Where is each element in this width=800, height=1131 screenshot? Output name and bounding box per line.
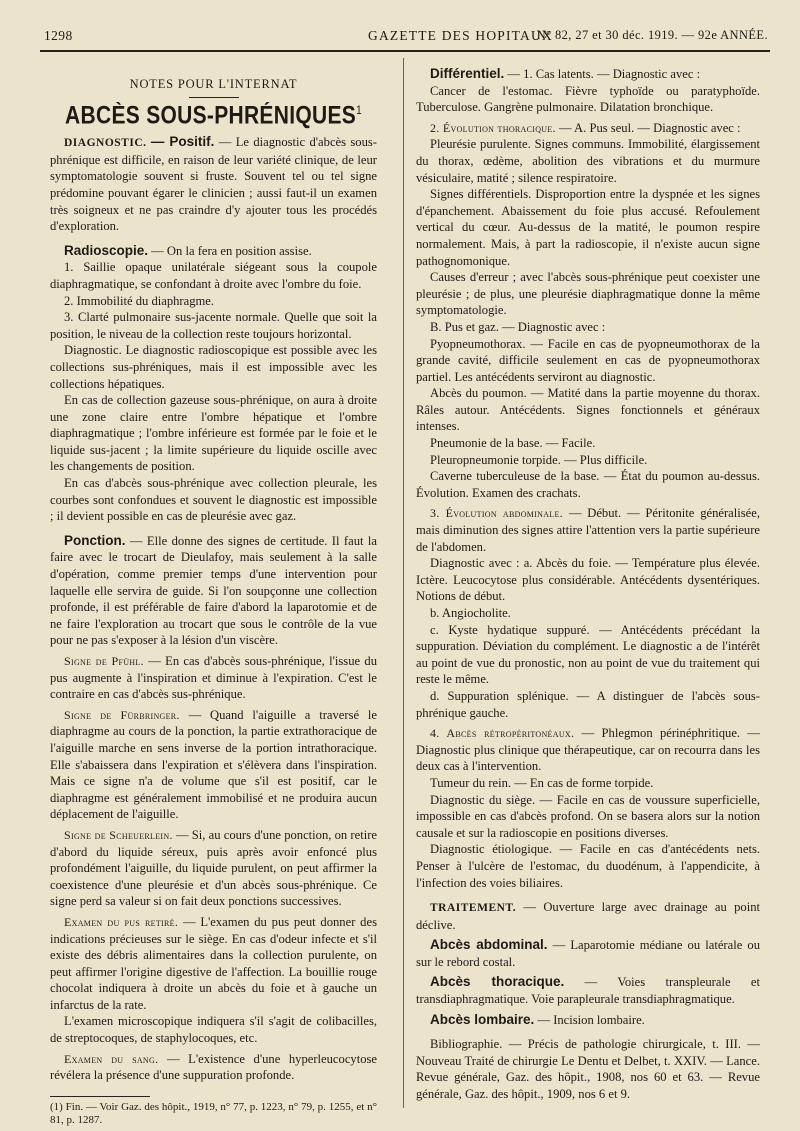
- journal-title: GAZETTE DES HOPITAUX: [368, 28, 553, 43]
- evol-abdominale-heading: 3. Évolution abdominale.: [430, 506, 563, 521]
- running-header: [44, 28, 768, 48]
- paragraph-abces-abdominal: [416, 937, 760, 970]
- paragraph-text: — 1. Cas latents. — Diagnostic avec :: [504, 67, 701, 81]
- paragraph-abces-lombaire: [416, 1012, 760, 1029]
- paragraph-abces-thoracique: [416, 974, 760, 1007]
- paragraph-sang: [50, 1051, 377, 1084]
- paragraph-text: — Elle donne des signes de certitude. Il faut la faire avec le trocart de Dieulafoy, mais seulement à la salle d'opération, comme premier temps d'une intervention pour laquelle elle servira de guide. Si l'on soupçonne une collection profonde, il est préférable de faire d'abord la laparotomie et de ne faire l'exploration au trocart que sous le contrôle de la vue pour ne pas s'exposer à la lésion d'un viscère.: [50, 533, 377, 648]
- header-rule: [40, 50, 770, 52]
- paragraph-text: Pleuropneumonie torpide. — Plus difficile.: [430, 452, 648, 467]
- paragraph-text: Caverne tuberculeuse de la base. — État du poumon au-dessus. Évolution. Examen des crachats.: [416, 469, 760, 500]
- paragraph-evol-abdominale: [416, 505, 760, 555]
- paragraph-text: — L'existence d'une hyperleucocytose révélera la présence d'une suppuration profonde.: [50, 1051, 377, 1083]
- paragraph-text: Cancer de l'estomac. Fièvre typhoïde ou paratyphoïde. Tuberculose. Gangrène pulmonaire. Dilatation bronchique.: [416, 83, 760, 115]
- traitement-heading: TRAITEMENT.: [430, 902, 517, 915]
- paragraph-text: Pleurésie purulente. Signes communs. Immobilité, élargissement du thorax, œdème, abolition des vibrations et du murmure vésiculaire, matité ; silence respiratoire.: [416, 137, 760, 185]
- paragraph-text: — Ouverture large avec drainage au point déclive.: [416, 900, 760, 932]
- list-item: 2. Immobilité du diaphragme.: [64, 293, 215, 308]
- paragraph-text: En cas d'abcès sous-phrénique avec collection pleurale, les courbes sont confondues et souvent le diagnostic est impossible ; il devient possible en cas de pleurésie avec gaz.: [50, 476, 377, 524]
- furbringer-heading: Signe de Fürbringer.: [64, 707, 180, 722]
- rubric-rule: [189, 97, 239, 98]
- paragraph-ponction: [50, 533, 377, 649]
- article-title-text: ABCÈS SOUS-PHRÉNIQUES: [65, 101, 357, 129]
- positif-heading: — Positif.: [150, 134, 215, 150]
- paragraph-text: — Si, au cours d'une ponction, on retire d'abord du liquide séreux, puis après avoir enfoncé plus profondément l'aiguille, du liquide purulent, on peut affirmer la coexistence d'une pleurésie et d'un abcès sous-phrénique. Ce signe perd sa valeur si on fait deux ponctions successives.: [50, 827, 377, 909]
- paragraph-evol-thoracique: [416, 120, 760, 137]
- issue-info: N° 82, 27 et 30 déc. 1919. — 92e ANNÉE.: [536, 28, 768, 42]
- paragraph-text: B. Pus et gaz. — Diagnostic avec :: [430, 319, 606, 334]
- paragraph-text: d. Suppuration splénique. — A distinguer de l'abcès sous-phrénique gauche.: [416, 688, 760, 720]
- paragraph-differentiel: [416, 66, 760, 83]
- abces-abdominal-heading: Abcès abdominal.: [430, 937, 548, 953]
- article-title: [50, 101, 377, 129]
- paragraph-text: — Quand l'aiguille a traversé le diaphragme au cours de la ponction, la partie extrathoracique de l'aiguille marche en sens inverse de la portion intrathoracique. Elle s'abaissera dans l'expiration et s'élèvera dans l'inspiration. Mais ce signe n'a de volume que s'il est positif, car le diaphragme est généralement immobilisé et ne produira aucun déplacement de l'aiguille.: [50, 707, 377, 822]
- paragraph-text: — A. Pus seul. — Diagnostic avec :: [555, 120, 741, 135]
- column-separator: [403, 58, 404, 1108]
- paragraph-text: Causes d'erreur ; avec l'abcès sous-phrénique peut coexister une pleurésie ; de plus, une pleurésie diaphragmatique donne la même symptomatologie.: [416, 270, 760, 318]
- ponction-heading: Ponction.: [64, 532, 126, 548]
- title-footnote-mark: 1: [356, 104, 362, 118]
- paragraph-text: Tumeur du rein. — En cas de forme torpide.: [430, 775, 654, 790]
- evol-thoracique-heading: 2. Évolution thoracique.: [430, 120, 556, 135]
- right-column: [416, 66, 760, 1103]
- left-column: [50, 66, 377, 1127]
- differentiel-heading: Différentiel.: [430, 66, 505, 81]
- bibliography: Bibliographie. — Précis de pathologie chirurgicale, t. III. — Nouveau Traité de chirurgie Le Dentu et Delbet, t. XXIV. — Lance. Revue générale, Gaz. des hôpit., 1908, nos 60 et 63. — Revue générale, Gaz. des hôpit., 1909, nos 6 et 9.: [416, 1037, 760, 1102]
- scheuerlein-heading: Signe de Scheuerlein.: [64, 827, 173, 842]
- rubric: NOTES POUR L'INTERNAT: [129, 77, 298, 91]
- paragraph-text: Abcès du poumon. — Matité dans la partie moyenne du thorax. Râles autour. Antécédents. Signes fonctionnels et généraux intenses.: [416, 386, 760, 434]
- radioscopie-heading: Radioscopie.: [64, 242, 149, 258]
- paragraph-traitement: [416, 899, 760, 933]
- paragraph-text: Diagnostic étiologique. — Facile en cas d'antécédents nets. Penser à l'ulcère de l'estomac, du duodénum, à l'appendicite, à l'infection des voies biliaires.: [416, 842, 760, 890]
- paragraph-text: b. Angiocholite.: [430, 606, 511, 620]
- paragraph-pus: [50, 914, 377, 1014]
- list-item: 1. Saillie opaque unilatérale siégeant sous la coupole diaphragmatique, se confondant à droite avec l'ombre du foie.: [50, 260, 377, 291]
- pus-heading: Examen du pus retiré.: [64, 914, 179, 929]
- paragraph-text: — Phlegmon périnéphritique. — Diagnostic plus clinique que thérapeutique, car on recourra dans les deux cas à l'intervention.: [416, 726, 760, 774]
- paragraph-text: Pneumonie de la base. — Facile.: [430, 436, 596, 451]
- paragraph-text: Diagnostic avec : a. Abcès du foie. — Température plus élevée. Ictère. Leucocytose plus considérable. Antécédents dysentériques. Notions de début.: [416, 556, 760, 604]
- paragraph-text: Diagnostic du siège. — Facile en cas de voussure superficielle, impossible en cas d'abcès profond. On se basera alors sur la notion causale et sur la radioscopie en positions diverses.: [416, 792, 760, 840]
- paragraph-text: — En cas d'abcès sous-phrénique, l'issue du pus augmente à l'inspiration et diminue à l'expiration. C'est le contraire en cas d'abcès sus-phrénique.: [50, 654, 377, 702]
- sang-heading: Examen du sang.: [64, 1051, 159, 1066]
- diagnostic-heading: DIAGNOSTIC.: [64, 137, 147, 150]
- paragraph-text: Pyopneumothorax. — Facile en cas de pyopneumothorax de la grande cavité, difficile seulement en cas de pyopneumothorax partiel. Les antécédents serviront au diagnostic.: [416, 336, 760, 384]
- footnote: (1) Fin. — Voir Gaz. des hôpit., 1919, n° 77, p. 1223, n° 79, p. 1255, et n° 81, p. 1287.: [50, 1100, 377, 1126]
- paragraph-text: c. Kyste hydatique suppuré. — Antécédents précédant la suppuration. Déviation du complément. Le diagnostic a de l'intérêt au point de vue du pronostic, non au point de vue du traitement qui reste le même.: [416, 622, 760, 687]
- paragraph-text: — Début. — Péritonite généralisée, mais diminution des signes attire l'attention vers la partie supérieure de l'abdomen.: [416, 506, 760, 554]
- paragraph-text: — L'examen du pus peut donner des indications précieuses sur le siège. En cas d'odeur infecte et s'il existe des débris alimentaires dans la collection purulente, on peut affirmer l'origine digestive de l'affection. La bouillie rouge chocolat indiquera à droite un abcès du foie et à gauche un infarctus de la rate.: [50, 914, 377, 1012]
- paragraph-diagnostic: [50, 134, 377, 235]
- pfuhl-heading: Signe de Pfühl.: [64, 654, 144, 668]
- list-item: 3. Clarté pulmonaire sus-jacente normale. Quelle que soit la position, le niveau de la collection reste toujours horizontal.: [50, 310, 377, 341]
- paragraph-furbringer: [50, 707, 377, 823]
- paragraph-scheuerlein: [50, 827, 377, 910]
- paragraph-text: Diagnostic. Le diagnostic radioscopique est possible avec les collections sus-phréniques, mais il est impossible avec les collections hépatiques.: [50, 343, 377, 391]
- paragraph-text: — Voies transpleurale et transdiaphragmatique. Voie parapleurale transdiaphragmatique.: [416, 975, 761, 1007]
- paragraph-text: L'examen microscopique indiquera s'il s'agit de colibacilles, de streptocoques, de staphylocoques, etc.: [50, 1014, 377, 1046]
- paragraph-text: — Le diagnostic d'abcès sous-phrénique est difficile, en raison de leur variété clinique, de leur symptomatologie souvent si fruste. Souvent tel ou tel signe prédomine pouvant égarer le clinicien ; aussi faut-il un examen très soigneux et ne pas craindre d'y ajouter tous les procédés d'exploration.: [50, 135, 377, 234]
- paragraph-text: Signes différentiels. Disproportion entre la dyspnée et les signes d'épanchement. Abaissement du foie plus accusé. Refoulement vertical du cœur. Au-dessus de la matité, le poumon respire normalement. Mais, à part la radioscopie, il n'existe aucun signe pathognomonique.: [416, 187, 760, 268]
- abces-thoracique-heading: Abcès thoracique.: [430, 974, 565, 990]
- paragraph-pfuhl: [50, 653, 377, 703]
- paragraph-text: — On la fera en position assise.: [148, 243, 312, 258]
- paragraph-radioscopie: [50, 243, 377, 260]
- paragraph-text: — Incision lombaire.: [534, 1012, 645, 1027]
- abces-lombaire-heading: Abcès lombaire.: [430, 1011, 535, 1027]
- paragraph-retroperitoneaux: [416, 725, 760, 775]
- page-number: 1298: [44, 28, 73, 43]
- footnote-rule: [50, 1096, 150, 1097]
- paragraph-text: — Laparotomie médiane ou latérale ou sur le rebord costal.: [416, 938, 760, 969]
- paragraph-text: En cas de collection gazeuse sous-phrénique, on aura à droite une zone claire entre l'ombre hépatique et l'ombre diaphragmatique ; l'ombre inférieure est formée par le foie et le liquide sus-jacent ; la limite supérieure du liquide oscille avec les changements de position.: [50, 393, 377, 474]
- retroperitoneaux-heading: 4. Abcès rétropéritonéaux.: [430, 726, 575, 741]
